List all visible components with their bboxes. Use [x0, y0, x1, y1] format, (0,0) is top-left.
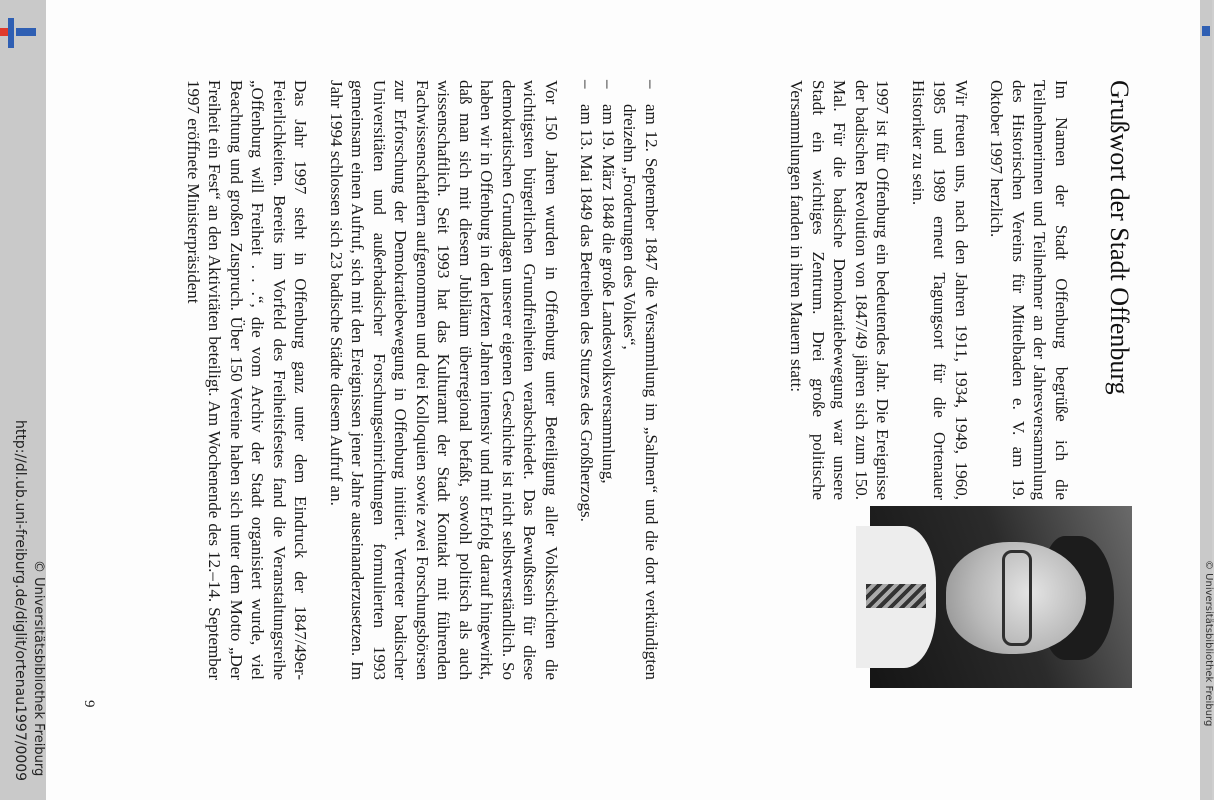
event-list: [576, 80, 662, 680]
page-content-rotated: [46, 0, 1200, 800]
text-column-lower: [169, 80, 663, 680]
page-number: 9: [81, 700, 97, 708]
footer-copyright: © Universitätsbibliothek Freiburg: [31, 560, 46, 777]
photo-tie: [866, 584, 926, 608]
photo-glasses: [1002, 550, 1032, 646]
text-column-upper: [772, 80, 1072, 500]
document-page: [46, 0, 1200, 800]
right-strip-text: [1200, 0, 1212, 800]
right-strip-copyright: © Universitätsbibliothek Freiburg: [1203, 560, 1214, 727]
page-title: Grußwort der Stadt Offenburg: [1105, 80, 1134, 395]
footer-vertical: [0, 0, 46, 800]
list-item: – am 19. März 1848 die große Landesvolksversammlung,: [598, 80, 620, 680]
paragraph-greeting: Im Namen der Stadt Offenburg begrüße ich die Teilnehmerinnen und Teilnehmer an der Jahresversammlung des Historischen Vereins für Mittelbaden e. V. am 19. Oktober 1997 herzlich.: [987, 80, 1071, 500]
paragraph-1997: 1997 ist für Offenburg ein bedeutendes Jahr. Die Ereignisse der badischen Revolution von 1847/49 jähren sich zum 150. Mal. Für die badische Demokratiebewegung war unsere Stadt ein wichtiges Zentrum. Drei große politische Versammlungen fanden in ihren Mauern statt:: [787, 80, 893, 500]
footer-url[interactable]: http://dl.ub.uni-freiburg.de/diglit/ortenau1997/0009: [12, 420, 28, 782]
list-item: – am 13. Mai 1849 das Betreiben des Sturzes des Großherzogs.: [576, 80, 598, 680]
portrait-photo: [870, 506, 1132, 688]
paragraph-150-years: Vor 150 Jahren wurden in Offenburg unter Beteiligung aller Volksschichten die wichtigsten bürgerlichen Grundfreiheiten verabschiedet. Das Bewußtsein für diese demokratischen Grundlagen unserer eigenen Geschichte ist nicht selbstverständlich. So haben wir in Offenburg in den letzten Jahren intensiv und mit Erfolg darauf hingewirkt, daß man sich mit diesem Jubiläum überregional befaßt, sowohl politisch als auch wissenschaftlich. Seit 1993 hat das Kulturamt der Stadt Kontakt mit führenden Fachwissenschaftlern aufgenommen und drei Kolloquien sowie zwei Forschungsbörsen zur Erforschung der Demokratiebewegung in Offenburg initiiert. Vertreter badischer Universitäten und außerbadischer Forschungseinrichtungen formulierten 1993 gemeinsam einen Aufruf, sich mit den Ereignissen jener Jahre auseinanderzusetzen. Im Jahr 1994 schlossen sich 23 badische Städte diesem Aufruf an.: [327, 80, 561, 680]
paragraph-meeting-years: Wir freuen uns, nach den Jahren 1911, 1934, 1949, 1960, 1985 und 1989 erneut Tagungsort für die Ortenauer Historiker zu sein.: [909, 80, 971, 500]
paragraph-celebrations: Das Jahr 1997 steht in Offenburg ganz unter dem Eindruck der 1847/49er-Feierlichkeiten. Bereits im Vorfeld des Freiheitsfestes fand die Veranstaltungsreihe „Offenburg will Freiheit . . .“, die vom Archiv der Stadt organisiert wurde, viel Beachtung und großen Zuspruch. Über 150 Vereine haben sich unter dem Motto „Der Freiheit ein Fest“ an den Aktivitäten beteiligt. Am Wochenende des 12.–14. September 1997 eröffnete Ministerpräsident: [184, 80, 311, 680]
list-item: – am 12. September 1847 die Versammlung im „Salmen“ und die dort verkündigten dreizehn „Forderungen des Volkes“,: [619, 80, 662, 680]
